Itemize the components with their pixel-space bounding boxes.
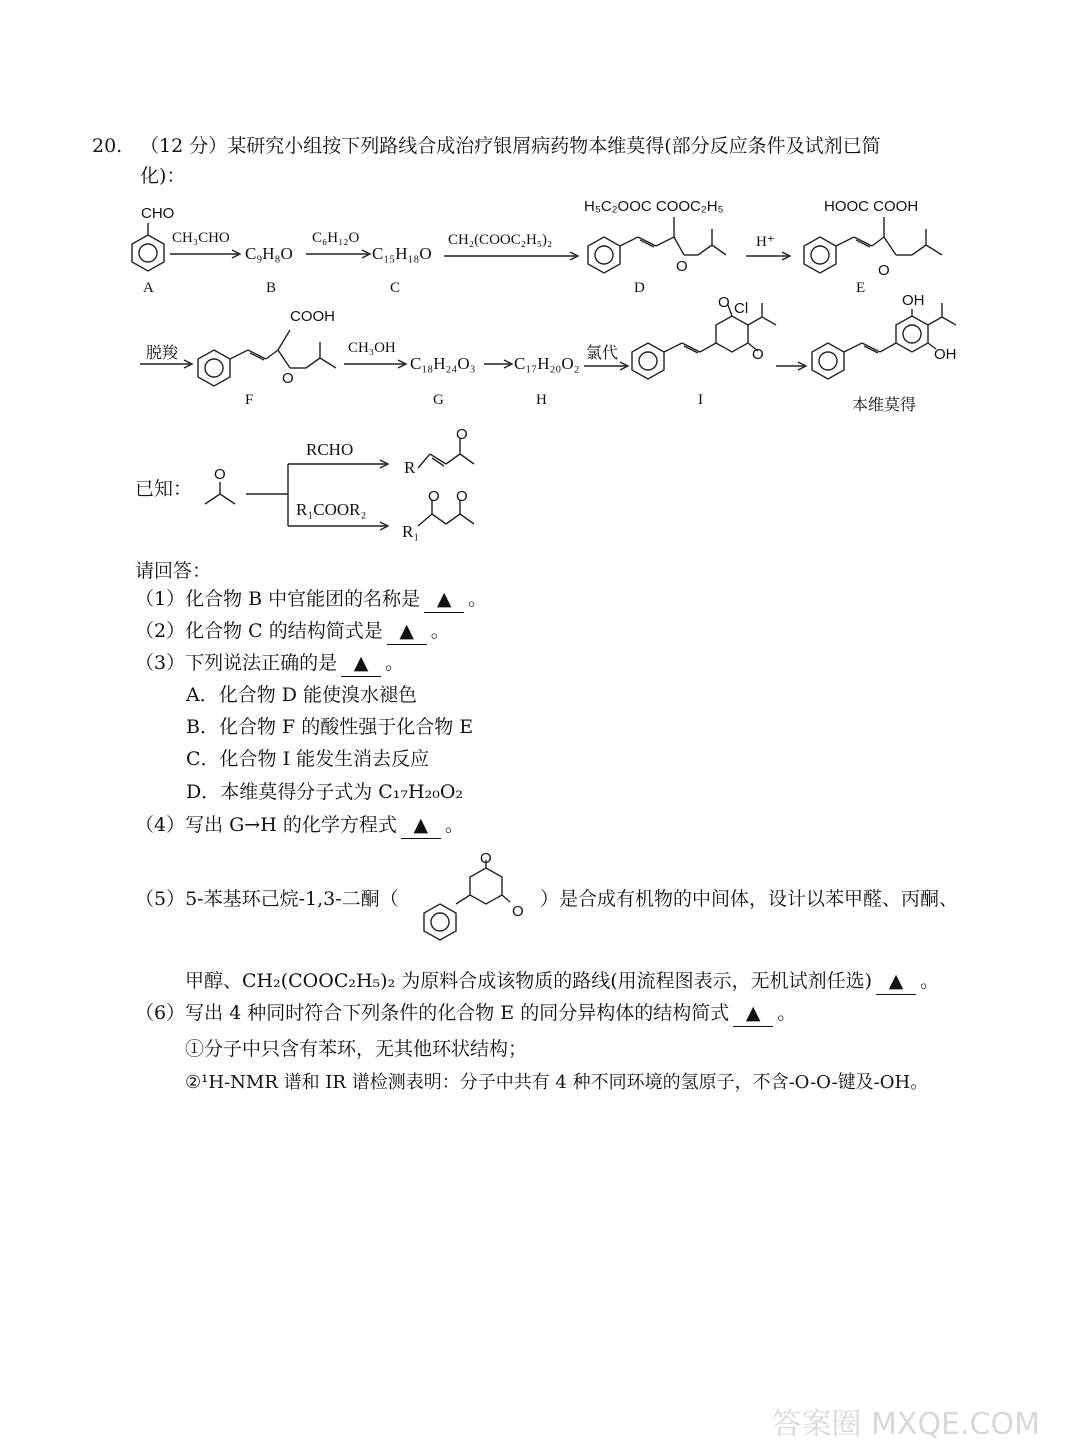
label-h: H: [536, 392, 547, 408]
compound-a-cho: CHO: [141, 205, 175, 222]
question-number: 20.: [92, 135, 123, 157]
answer-blank-5[interactable]: ▲: [876, 968, 916, 995]
label-a: A: [143, 280, 154, 296]
arrow4: [746, 252, 796, 262]
label-f: F: [245, 392, 254, 408]
question-5-text: 甲醇、CH₂(COOC₂H₅)₂ 为原料合成该物质的路线(用流程图表示，无机试剂任选): [185, 970, 873, 992]
question-5-end: 。: [920, 970, 940, 992]
answer-blank-6[interactable]: ▲: [733, 1000, 773, 1027]
arrow7-reagent: 氯代: [586, 345, 619, 362]
known-reagent1: RCHO: [306, 440, 354, 459]
known-product2-o1: O: [428, 488, 440, 505]
arrow1: [170, 250, 245, 260]
product-oh2: OH: [934, 346, 957, 363]
question-2-end: 。: [430, 620, 450, 642]
question-4: [135, 812, 464, 839]
condition-1: ①分子中只含有苯环，无其他环状结构；: [185, 1038, 528, 1060]
label-i: I: [698, 392, 703, 408]
compound-g-formula: C₁₈H₂₄O₃: [410, 354, 476, 373]
compound-h-formula: C₁₇H₂₀O₂: [514, 354, 580, 373]
watermark: 答案圈 MXQE.COM: [771, 1407, 1040, 1442]
compound-i-cl: Cl: [734, 300, 749, 317]
arrow4-reagent: H⁺: [756, 234, 775, 250]
arrow6-reagent: CH₃OH: [348, 340, 396, 356]
compound-f-ketone-o: O: [282, 370, 294, 387]
question-3: [135, 650, 404, 677]
question-2: [135, 618, 450, 645]
arrow3: [444, 252, 584, 262]
known-label: 已知：: [135, 478, 193, 500]
question-2-text: （2）化合物 C 的结构简式是: [135, 620, 383, 642]
question-3-end: 。: [385, 652, 405, 674]
label-product: 本维莫得: [852, 397, 917, 414]
compound-b-formula: C₉H₈O: [245, 244, 293, 263]
compound-d-ketone-o: O: [676, 258, 688, 275]
compound-i-o2: O: [752, 346, 764, 363]
option-a: A．化合物 D 能使溴水褪色: [186, 684, 418, 706]
known-product1-r: R: [404, 458, 416, 477]
compound-c-formula: C₁₅H₁₈O: [372, 244, 432, 263]
q5-o1: O: [480, 850, 492, 867]
known-reagent2: R₁COOR₂: [296, 500, 367, 519]
label-g: G: [433, 392, 444, 408]
arrow7: [584, 362, 634, 372]
arrow8: [776, 362, 812, 372]
compound-f-cooh: COOH: [290, 308, 335, 325]
question-intro-line1: （12 分）某研究小组按下列路线合成治疗银屑病药物本维莫得(部分反应条件及试剂已简: [140, 135, 881, 157]
acetone-o: O: [214, 466, 226, 483]
question-3-text: （3）下列说法正确的是: [135, 652, 338, 674]
compound-d-esters: H₅C₂OOC COOC₂H₅: [584, 198, 724, 215]
arrow-g-h: [484, 360, 518, 370]
answer-blank-3[interactable]: ▲: [341, 650, 381, 677]
known-product2-o2: O: [456, 488, 468, 505]
option-b: B．化合物 F 的酸性强于化合物 E: [186, 716, 474, 738]
compound-i-o1: O: [718, 294, 730, 311]
arrow5-reagent: 脱羧: [146, 345, 179, 362]
answer-blank-2[interactable]: ▲: [387, 618, 427, 645]
question-6: [135, 1000, 796, 1027]
option-d: D．本维莫得分子式为 C₁₇H₂₀O₂: [186, 781, 464, 803]
compound-e-acids: HOOC COOH: [824, 198, 919, 215]
arrow6: [344, 360, 414, 370]
q5-o2: O: [512, 903, 524, 920]
question-4-end: 。: [444, 814, 464, 836]
question-1-end: 。: [468, 588, 488, 610]
question-4-text: （4）写出 G→H 的化学方程式: [135, 814, 397, 836]
label-e: E: [856, 280, 866, 296]
answer-blank-1[interactable]: ▲: [424, 586, 464, 613]
condition-2: ②¹H-NMR 谱和 IR 谱检测表明：分子中共有 4 种不同环境的氢原子，不含-O-O-键及-OH。: [185, 1072, 929, 1093]
arrow3-reagent: CH₂(COOC₂H₅)₂: [448, 232, 553, 248]
question-6-text: （6）写出 4 种同时符合下列条件的化合物 E 的同分异构体的结构简式: [135, 1002, 730, 1024]
questions-prompt: 请回答：: [135, 560, 212, 582]
product-oh1: OH: [902, 292, 925, 309]
question-1: [135, 586, 487, 613]
question-6-end: 。: [777, 1002, 797, 1024]
arrow5: [140, 360, 200, 370]
question-5-line2: [185, 968, 939, 995]
compound-i-structure: [632, 305, 792, 385]
arrow2: [306, 250, 376, 260]
arrow1-reagent: CH₃CHO: [172, 230, 230, 246]
question-intro-line2: 化)：: [140, 165, 186, 187]
question-5-mid: ）是合成有机物的中间体，设计以苯甲醛、丙酮、: [540, 888, 959, 910]
answer-blank-4[interactable]: ▲: [401, 812, 441, 839]
known-product1-o: O: [456, 426, 468, 443]
label-d: D: [634, 280, 645, 296]
option-c: C．化合物 I 能发生消去反应: [186, 748, 430, 770]
arrow2-reagent: C₆H₁₂O: [312, 230, 360, 246]
question-1-text: （1）化合物 B 中官能团的名称是: [135, 588, 421, 610]
compound-d-structure: [588, 215, 748, 285]
compound-e-ketone-o: O: [878, 262, 890, 279]
known-product2-r1: R₁: [402, 522, 420, 541]
label-c: C: [390, 280, 401, 296]
question-5-start: （5）5-苯基环己烷-1,3-二酮（: [135, 888, 399, 910]
label-b: B: [266, 280, 277, 296]
product-structure: [812, 305, 982, 385]
